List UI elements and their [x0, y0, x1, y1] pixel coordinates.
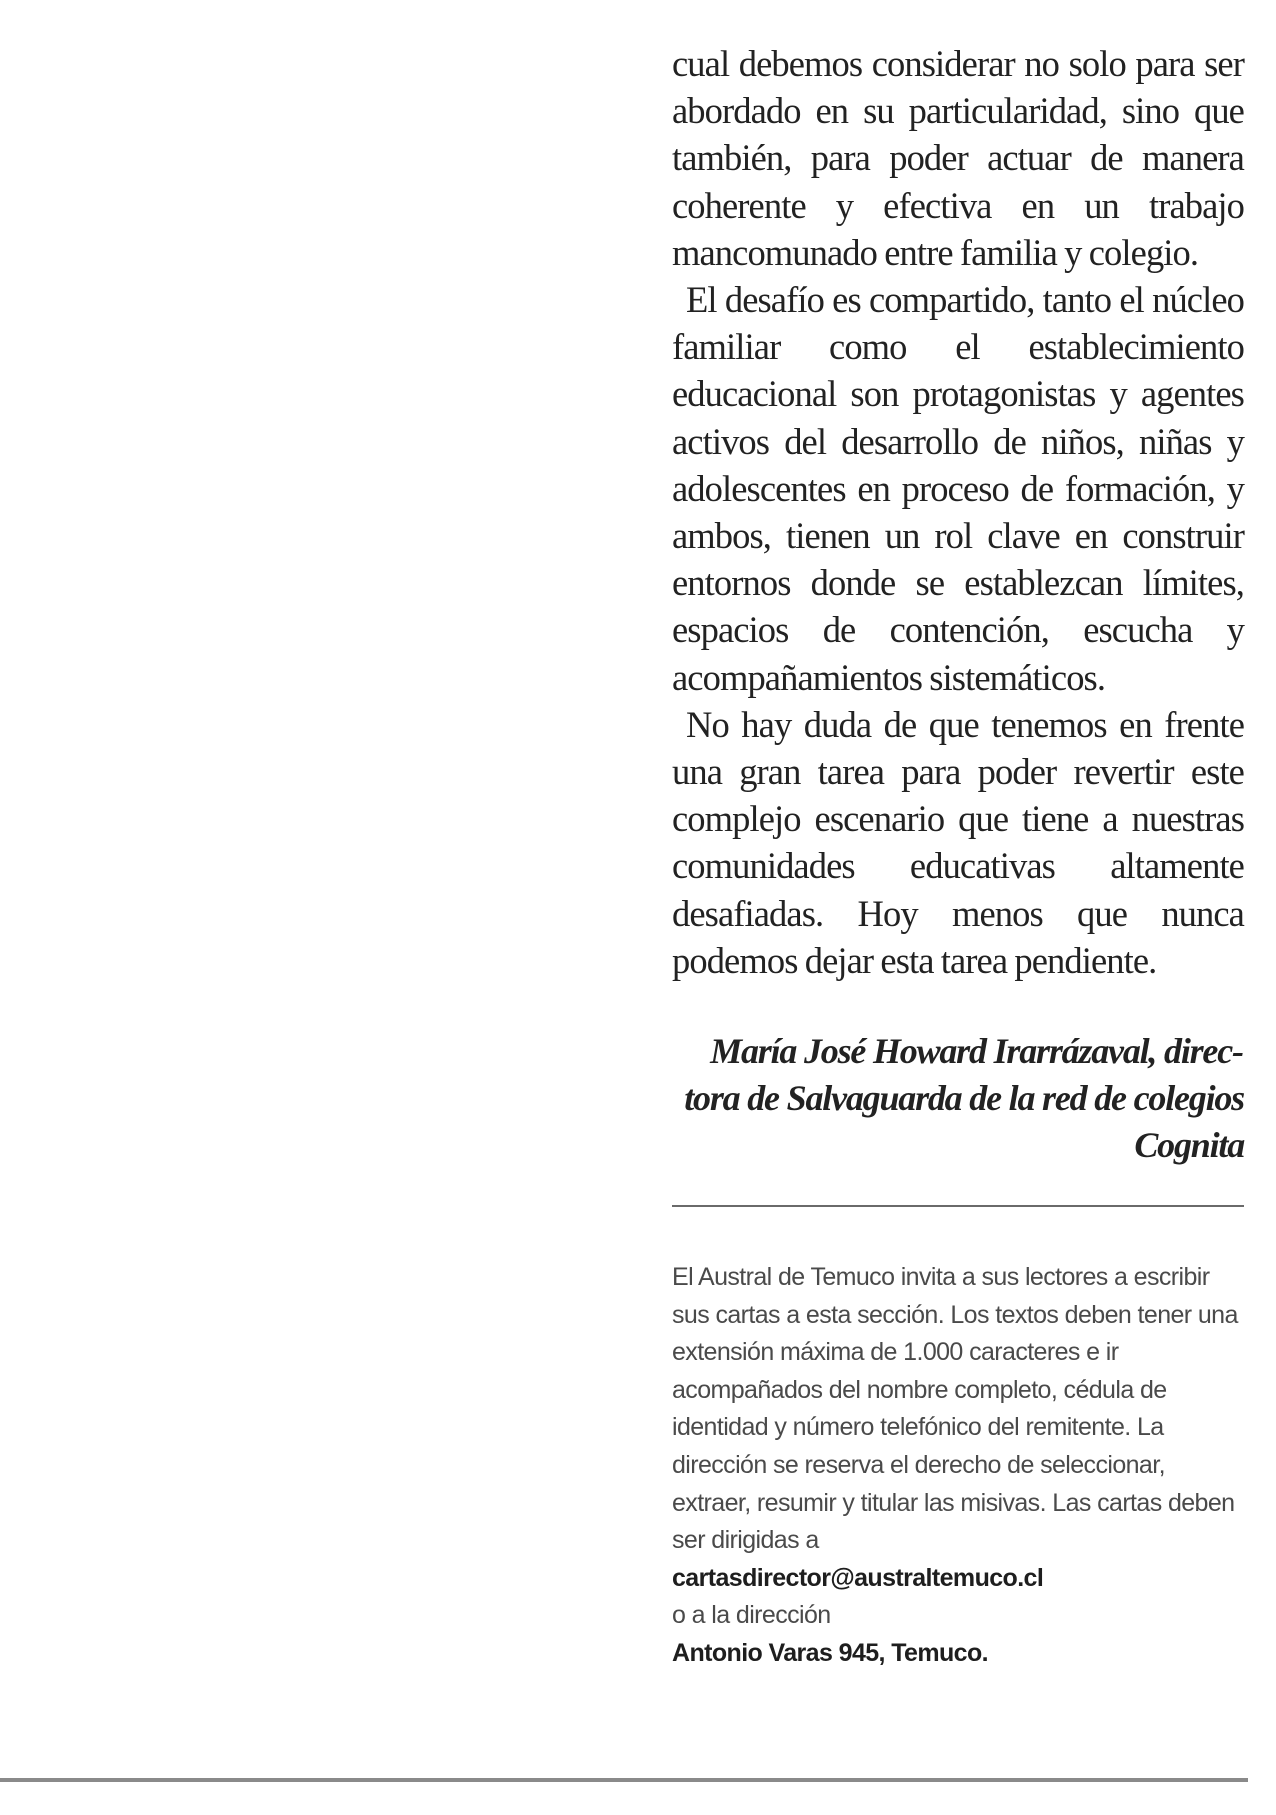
page-bottom-divider	[0, 1778, 1248, 1782]
section-divider	[672, 1205, 1244, 1207]
notice-text: El Austral de Temuco invita a sus lectores a escribir sus cartas a esta sección. Los textos deben tener una extensión máxima de 1.000 caracteres e ir acompañados del nombre completo, cédula de identidad y número telefónico del remitente. La dirección se reserva el derecho de seleccionar, extraer, resumir y titular las misivas. Las cartas deben ser dirigidas a	[672, 1263, 1238, 1555]
notice-address: Antonio Varas 945, Temuco.	[672, 1639, 988, 1667]
body-paragraph-3: No hay duda de que tenemos en frente una gran tarea para poder revertir este complejo escenario que tiene a nuestras comunidades educativas altamente desafiadas. Hoy menos que nunca podemos dejar esta tarea pendiente.	[672, 703, 1244, 981]
author-signature: María José Howard Irarrázaval, directora de Salvaguarda de la red de colegios Cognita	[684, 1031, 1244, 1166]
submission-notice	[672, 1259, 1244, 1673]
letter-column	[672, 40, 1244, 1673]
notice-email[interactable]: cartasdirector@australtemuco.cl	[672, 1563, 1044, 1592]
letter-body	[672, 40, 1244, 984]
notice-address-intro: o a la dirección	[672, 1601, 831, 1630]
body-paragraph-2: El desafío es compartido, tanto el núcleo familiar como el establecimiento educacional son protagonistas y agentes activos del desarrollo de niños, niñas y adolescentes en proceso de formación, y ambos, tienen un rol clave en construir entornos donde se establezcan límites, espacios de contención, escucha y acompañamientos sistemáticos.	[672, 279, 1244, 698]
body-paragraph-1: cual debemos considerar no solo para ser abordado en su particularidad, sino que también, para poder actuar de manera coherente y efectiva en un trabajo mancomunado entre familia y colegio.	[672, 43, 1244, 273]
